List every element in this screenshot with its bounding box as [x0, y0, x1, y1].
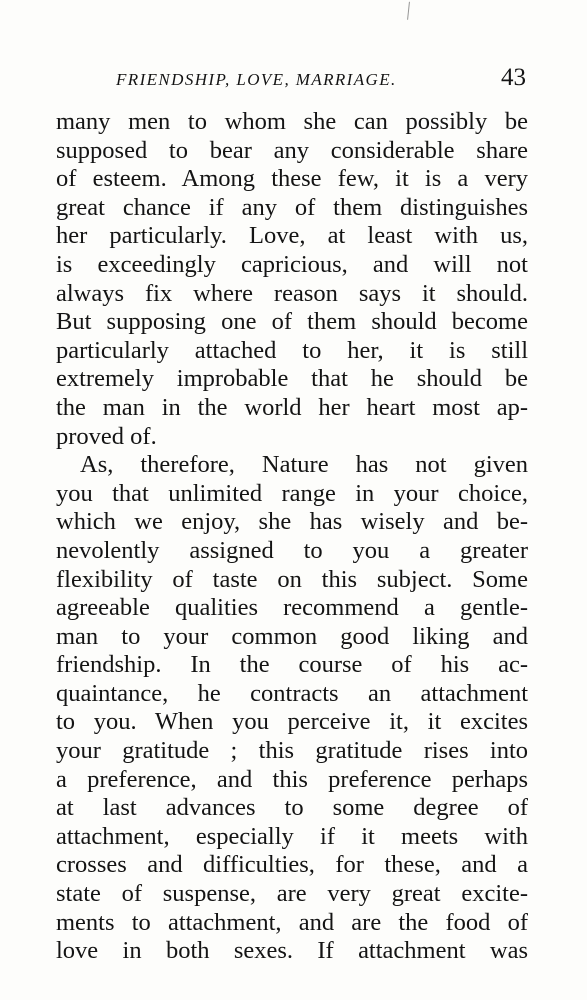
text-line: particularly attached to her, it is still [56, 336, 528, 364]
paragraph-start-line: As, therefore, Nature has not given [80, 451, 528, 479]
text-line: your gratitude ; this gratitude rises into [56, 737, 528, 765]
text-line: at last advances to some degree of [56, 794, 528, 822]
paragraph-end-line: proved of. [56, 422, 157, 450]
text-line: you that unlimited range in your choice, [56, 479, 528, 507]
text-line: agreeable qualities recommend a gentle- [56, 594, 528, 622]
text-line: state of suspense, are very great excite- [56, 880, 528, 908]
text-line: of esteem. Among these few, it is a very [56, 165, 528, 193]
text-line: a preference, and this preference perhaps [56, 765, 528, 793]
text-line: which we enjoy, she has wisely and be- [56, 508, 528, 536]
text-line: is exceedingly capricious, and will not [56, 250, 528, 278]
page-number: 43 [501, 64, 526, 91]
text-line: flexibility of taste on this subject. Some [56, 565, 528, 593]
text-line: crosses and difficulties, for these, and a [56, 851, 528, 879]
text-line: many men to whom she can possibly be [56, 108, 528, 135]
text-line: great chance if any of them distinguishes [56, 193, 528, 221]
text-line: always fix where reason says it should. [56, 279, 528, 307]
stray-ink-mark [407, 2, 414, 20]
text-line: friendship. In the course of his ac- [56, 651, 528, 679]
text-line: attachment, especially if it meets with [56, 822, 528, 850]
text-line: But supposing one of them should become [56, 308, 528, 336]
text-line: supposed to bear any considerable share [56, 136, 528, 164]
text-line: to you. When you perceive it, it excites [56, 708, 528, 736]
text-line: ments to attachment, and are the food of [56, 908, 528, 936]
text-line: nevolently assigned to you a greater [56, 536, 528, 564]
running-title: FRIENDSHIP, LOVE, MARRIAGE. [116, 70, 397, 89]
text-line: quaintance, he contracts an attachment [56, 679, 528, 707]
body-text [56, 108, 528, 966]
page-header [116, 64, 526, 96]
text-line: the man in the world her heart most ap- [56, 393, 528, 421]
text-line: man to your common good liking and [56, 622, 528, 650]
text-line: love in both sexes. If attachment was [56, 937, 528, 965]
text-line: her particularly. Love, at least with us, [56, 222, 528, 250]
text-line: extremely improbable that he should be [56, 365, 528, 393]
